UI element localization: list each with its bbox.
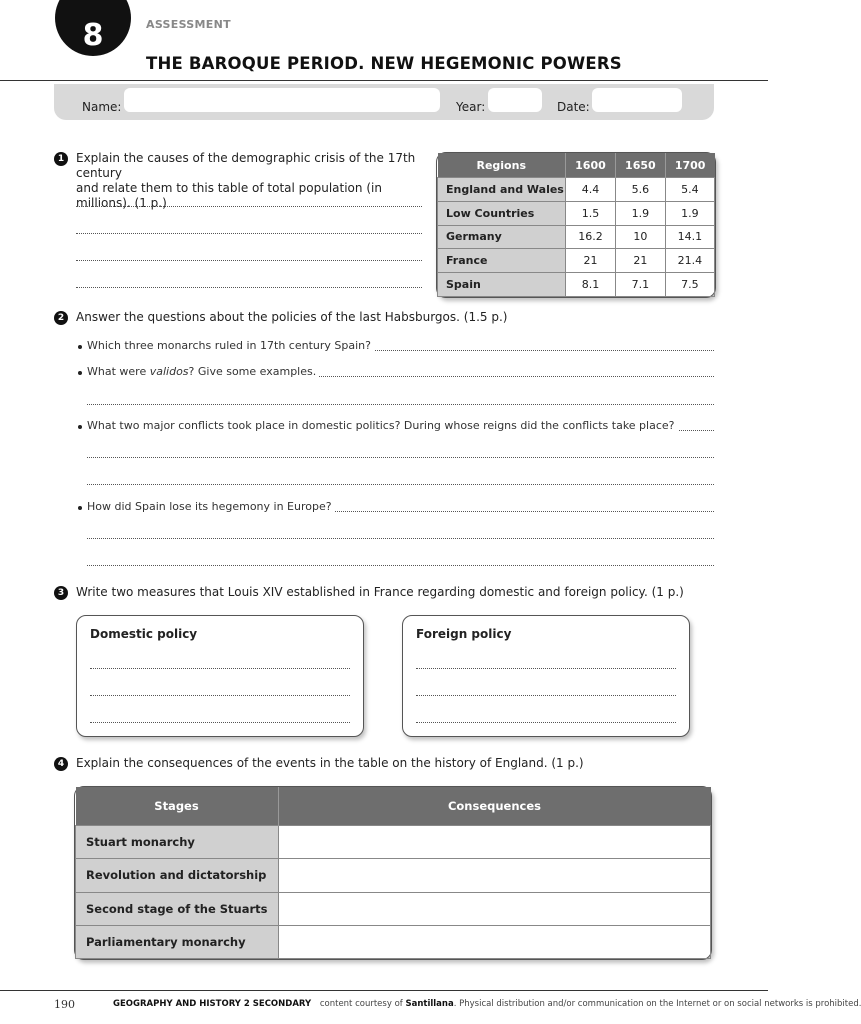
table-cell: 1.5: [566, 201, 616, 225]
year-label: Year:: [456, 100, 486, 114]
page-title: THE BAROQUE PERIOD. NEW HEGEMONIC POWERS: [146, 54, 622, 73]
question-2-bullet-1: Which three monarchs ruled in 17th century Spain?: [87, 339, 374, 353]
column-header: 1700: [665, 153, 714, 178]
consequence-cell[interactable]: [278, 826, 711, 859]
table-row: [438, 273, 715, 297]
date-label: Date:: [557, 100, 590, 114]
table-cell: 16.2: [566, 225, 616, 249]
table-cell: 7.1: [615, 273, 665, 297]
question-1-number: 1: [54, 152, 68, 166]
student-info-bar: [54, 84, 714, 120]
table-row: [76, 925, 711, 958]
domestic-policy-box: [76, 615, 364, 737]
population-table-header: [438, 153, 715, 178]
question-3-text: Write two measures that Louis XIV established in France regarding domestic and foreign policy. (1 p.): [76, 585, 684, 599]
row-header: France: [438, 249, 566, 273]
answer-line[interactable]: [76, 260, 422, 261]
answer-line[interactable]: [87, 484, 714, 485]
table-row: [438, 178, 715, 202]
row-header: Low Countries: [438, 201, 566, 225]
header-divider: [0, 80, 768, 81]
consequence-cell[interactable]: [278, 925, 711, 958]
bullet-icon: [78, 371, 82, 375]
question-2-bullet-4: How did Spain lose its hegemony in Europe?: [87, 500, 335, 514]
bullet-icon: [78, 425, 82, 429]
answer-line[interactable]: [90, 668, 350, 669]
question-4-number: 4: [54, 757, 68, 771]
consequence-cell[interactable]: [278, 859, 711, 892]
table-cell: 14.1: [665, 225, 714, 249]
answer-line[interactable]: [416, 668, 676, 669]
table-cell: 21: [615, 249, 665, 273]
stage-label: Stuart monarchy: [76, 826, 279, 859]
table-cell: 10: [615, 225, 665, 249]
population-table: [436, 152, 716, 298]
foreign-policy-box: [402, 615, 690, 737]
table-cell: 1.9: [615, 201, 665, 225]
question-2-bullet-3: What two major conflicts took place in domestic politics? During whose reigns did the conflicts take place?: [87, 419, 678, 433]
footer-credits: [113, 999, 861, 1009]
table-cell: 8.1: [566, 273, 616, 297]
page-number: 190: [54, 998, 75, 1011]
answer-line[interactable]: [76, 287, 422, 288]
stage-label: Revolution and dictatorship: [76, 859, 279, 892]
stage-label: Second stage of the Stuarts: [76, 892, 279, 925]
row-header: Germany: [438, 225, 566, 249]
bullet-2-validos: validos: [149, 365, 189, 378]
answer-line[interactable]: [87, 538, 714, 539]
question-2-bullet-2: [87, 365, 319, 379]
table-cell: 1.9: [665, 201, 714, 225]
date-field[interactable]: [592, 88, 682, 112]
table-cell: 4.4: [566, 178, 616, 202]
question-4-text: Explain the consequences of the events in the table on the history of England. (1 p.): [76, 756, 584, 770]
domestic-policy-title: Domestic policy: [90, 627, 198, 641]
column-header: Stages: [76, 787, 279, 826]
name-label: Name:: [82, 100, 122, 114]
publisher-name: Santillana: [405, 999, 454, 1009]
unit-number: 8: [82, 18, 104, 53]
column-header: Regions: [438, 153, 566, 178]
unit-number-badge: [55, 0, 131, 56]
table-cell: 5.4: [665, 178, 714, 202]
table-row: [76, 826, 711, 859]
answer-line[interactable]: [416, 695, 676, 696]
name-field[interactable]: [124, 88, 440, 112]
question-1-line-1: Explain the causes of the demographic crisis of the 17th century: [76, 151, 416, 180]
foreign-policy-title: Foreign policy: [416, 627, 512, 641]
table-row: [438, 249, 715, 273]
answer-line[interactable]: [90, 722, 350, 723]
row-header: Spain: [438, 273, 566, 297]
assessment-label: ASSESSMENT: [146, 18, 231, 31]
answer-line[interactable]: [76, 206, 422, 207]
answer-line[interactable]: [87, 565, 714, 566]
book-title: GEOGRAPHY AND HISTORY 2 SECONDARY: [113, 999, 312, 1009]
courtesy-pre: content courtesy of: [319, 999, 406, 1009]
consequence-cell[interactable]: [278, 892, 711, 925]
table-cell: 7.5: [665, 273, 714, 297]
stages-table: [74, 786, 712, 960]
answer-line[interactable]: [87, 404, 714, 405]
year-field[interactable]: [488, 88, 542, 112]
question-2-number: 2: [54, 311, 68, 325]
column-header: Consequences: [278, 787, 711, 826]
table-cell: 5.6: [615, 178, 665, 202]
stages-table-header: [76, 787, 711, 826]
column-header: 1650: [615, 153, 665, 178]
answer-line[interactable]: [90, 695, 350, 696]
table-cell: 21: [566, 249, 616, 273]
bullet-2-text-pre: What were: [87, 365, 150, 378]
table-row: [438, 201, 715, 225]
row-header: England and Wales: [438, 178, 566, 202]
table-row: [438, 225, 715, 249]
answer-line[interactable]: [87, 457, 714, 458]
stage-label: Parliamentary monarchy: [76, 925, 279, 958]
question-3-number: 3: [54, 586, 68, 600]
question-1-text: [76, 151, 426, 211]
answer-line[interactable]: [416, 722, 676, 723]
table-cell: 21.4: [665, 249, 714, 273]
column-header: 1600: [566, 153, 616, 178]
footer-divider: [0, 990, 768, 991]
answer-line[interactable]: [76, 233, 422, 234]
table-row: [76, 859, 711, 892]
table-row: [76, 892, 711, 925]
bullet-2-text-post: ? Give some examples.: [188, 365, 317, 378]
question-2-text: Answer the questions about the policies of the last Habsburgos. (1.5 p.): [76, 310, 508, 324]
bullet-icon: [78, 506, 82, 510]
question-1-line-2: and relate them to this table of total population (in millions). (1 p.): [76, 181, 382, 210]
courtesy-post: . Physical distribution and/or communication on the Internet or on social networks is prohibited.: [453, 999, 861, 1009]
bullet-icon: [78, 345, 82, 349]
